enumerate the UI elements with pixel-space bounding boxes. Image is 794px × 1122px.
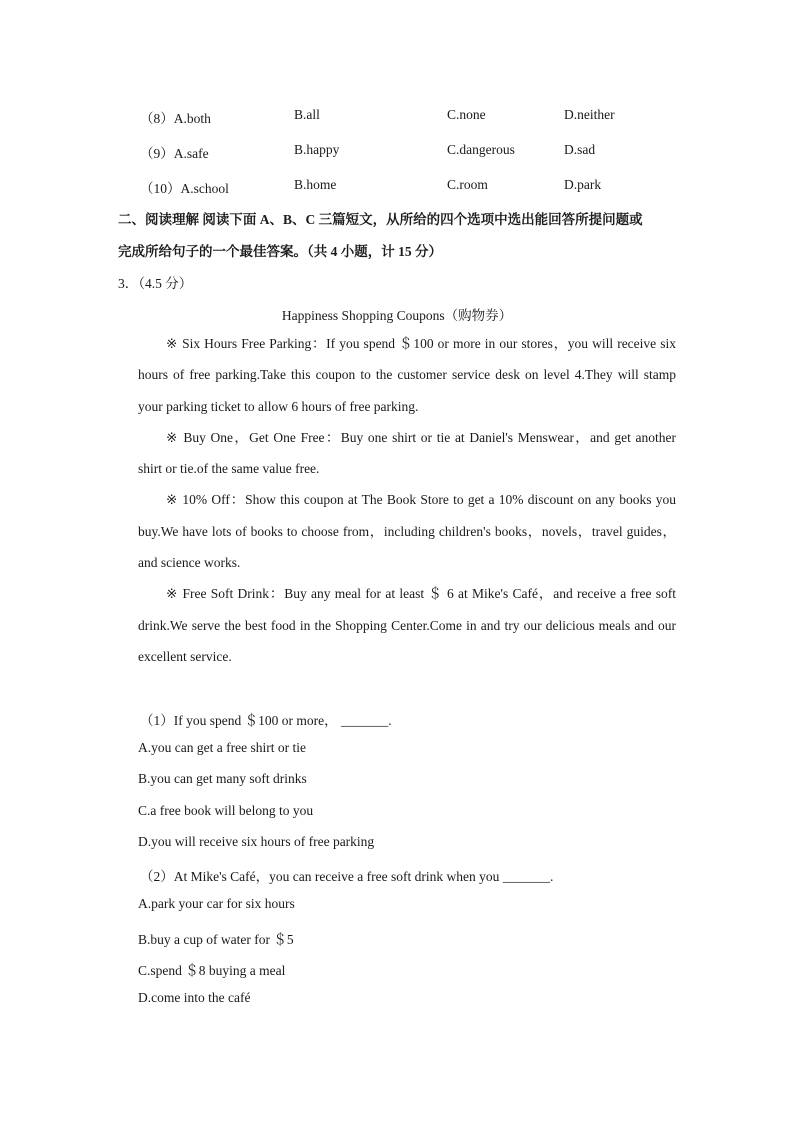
coupon-buy-one: ※ Buy One，Get One Free：Buy one shirt or tie at Daniel's Menswear，and get another shirt or tie.of the same value free. (138, 429, 676, 477)
option-row-10 (0, 177, 794, 197)
option-c: C.room (447, 177, 488, 192)
option-d: D.neither (564, 107, 615, 122)
question-1-choice-c: C.a free book will belong to you (138, 803, 314, 818)
coupon-discount: ※ 10% Off：Show this coupon at The Book Store to get a 10% discount on any books you buy.We have lots of books to choose from，including children's books，novels，travel guides，and science works. (138, 492, 676, 571)
option-b: B.all (294, 107, 320, 122)
option-c: C.none (447, 107, 486, 122)
coupon-parking: ※ Six Hours Free Parking：If you spend ＄100 or more in our stores，you will receive six hours of free parking.Take this coupon to the customer service desk on level 4.They will stamp your parking ticket to allow 6 hours of free parking. (138, 336, 676, 414)
coupon-soft-drink: ※ Free Soft Drink：Buy any meal for at least ＄ 6 at Mike's Café，and receive a free soft drink.We serve the best food in the Shopping Center.Come in and try our delicious meals and our excellent service. (138, 586, 676, 664)
question-2-choice-d: D.come into the café (138, 990, 251, 1005)
section-heading-line1: 二、阅读理解 阅读下面 A、B、C 三篇短文，从所给的四个选项中选出能回答所提问题或 (118, 212, 643, 227)
question-2-choice-b: B.buy a cup of water for ＄5 (138, 932, 294, 947)
option-a: （9）A.safe (140, 146, 209, 161)
option-b: B.happy (294, 142, 340, 157)
option-row-8 (0, 107, 794, 127)
question-1-choice-d: D.you will receive six hours of free parking (138, 834, 375, 849)
passage-title: Happiness Shopping Coupons（购物券） (281, 308, 513, 323)
question-2-stem: （2）At Mike's Café，you can receive a free soft drink when you _______. (140, 869, 554, 884)
option-b: B.home (294, 177, 337, 192)
option-a: （8）A.both (140, 111, 211, 126)
question-2-choice-a: A.park your car for six hours (138, 896, 295, 911)
option-d: D.sad (564, 142, 596, 157)
question-number: 3．（4.5 分） (118, 276, 193, 291)
question-1-choice-b: B.you can get many soft drinks (138, 771, 307, 786)
question-2-choice-c: C.spend ＄8 buying a meal (138, 963, 286, 978)
option-d: D.park (564, 177, 602, 192)
option-c: C.dangerous (447, 142, 515, 157)
passage (138, 328, 676, 672)
section-heading-line2: 完成所给句子的一个最佳答案。（共 4 小题，计 15 分） (118, 244, 442, 259)
question-1-stem: （1）If you spend ＄100 or more， _______. (140, 713, 392, 728)
question-1-choice-a: A.you can get a free shirt or tie (138, 740, 306, 755)
option-a: （10）A.school (140, 181, 229, 196)
option-row-9 (0, 142, 794, 162)
